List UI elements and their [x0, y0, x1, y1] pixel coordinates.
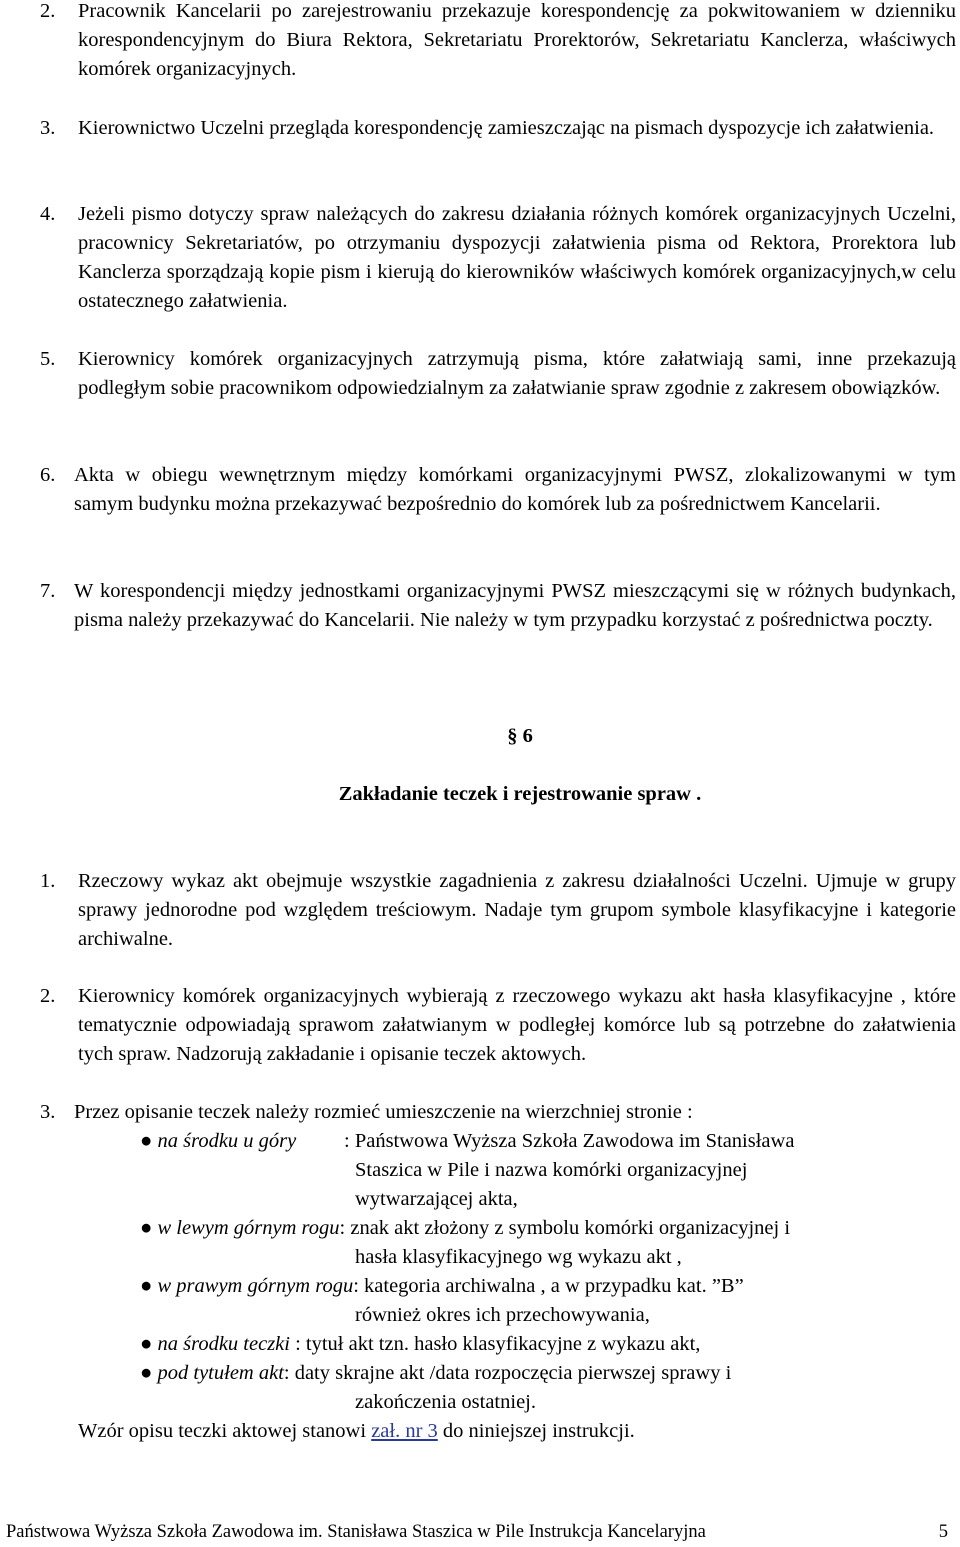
item-text: Jeżeli pismo dotyczy spraw należących do zakresu działania różnych komórek organizacyjnych Uczelni, pracownicy Sekretariatów, po otrzymaniu dyspozycji załatwienia pisma od Rektora, Prorektora lub Kanclerza sporządzają kopie pism i kierują do kierowników właściwych komórek organizacyjnych,w celu ostatecznego załatwienia. [78, 203, 956, 312]
section-symbol: § 6 [507, 725, 533, 747]
page-footer [6, 1518, 948, 1547]
bullet-label: ● na środku u góry [140, 1130, 297, 1152]
item-number: 2. [40, 985, 56, 1007]
section-title: Zakładanie teczek i rejestrowanie spraw . [338, 783, 702, 805]
bullet-text: : znak akt złożony z symbolu komórki organizacyjnej i [339, 1217, 791, 1239]
bullet-continuation: wytwarzającej akta, [355, 1188, 518, 1210]
bullet-item-folder-center [140, 1330, 956, 1359]
list-item-2 [40, 0, 956, 84]
item-text: Kierownictwo Uczelni przegląda korespondencję zamieszczając na pismach dyspozycje ich załatwienia. [78, 117, 935, 139]
list-item-2b [40, 982, 956, 1069]
bullet-item-top-left [140, 1214, 956, 1272]
closing-text: do niniejszej instrukcji. [437, 1420, 635, 1442]
bullet-label: ● w prawym górnym rogu [140, 1275, 354, 1297]
item-number: 1. [40, 870, 56, 892]
bullet-text: : tytuł akt tzn. hasło klasyfikacyjne z wykazu akt, [289, 1333, 701, 1355]
item-number: 7. [40, 580, 56, 602]
bullet-item-top-right [140, 1272, 956, 1330]
item-text: Akta w obiegu wewnętrznym między komórkami organizacyjnymi PWSZ, zlokalizowanymi w tym samym budynku można przekazywać bezpośrednio do komórek lub za pośrednictwem Kancelarii. [74, 464, 956, 515]
bullet-item-top-center [140, 1127, 956, 1214]
bullet-text: : Państwowa Wyższa Szkoła Zawodowa im Stanisława [344, 1130, 795, 1152]
list-item-3b [40, 1098, 956, 1127]
bullet-text: : kategoria archiwalna , a w przypadku kat. ”B” [353, 1275, 744, 1297]
item-number: 5. [40, 348, 56, 370]
list-item-4 [40, 200, 956, 316]
item-number: 4. [40, 203, 56, 225]
list-item-3 [40, 114, 956, 143]
item-text: Rzeczowy wykaz akt obejmuje wszystkie zagadnienia z zakresu działalności Uczelni. Ujmuje w grupy sprawy jednorodne pod względem treściowym. Nadaje tym grupom symbole klasyfikacyjne i kategorie archiwalne. [78, 870, 956, 950]
item-number: 3. [40, 1101, 56, 1123]
bullet-continuation: również okres ich przechowywania, [355, 1304, 650, 1326]
closing-sentence [78, 1417, 635, 1446]
bullet-continuation: zakończenia ostatniej. [355, 1391, 536, 1413]
item-text: Kierownicy komórek organizacyjnych wybierają z rzeczowego wykazu akt hasła klasyfikacyjne , które tematycznie odpowiadają sprawom załatwianym w podległej komórce lub są potrzebne do załatwienia tych spraw. Nadzorują zakładanie i opisanie teczek aktowych. [78, 985, 956, 1065]
footer-text: Państwowa Wyższa Szkoła Zawodowa im. Stanisława Staszica w Pile Instrukcja Kancelaryjna [6, 1522, 706, 1542]
bullet-label: ● pod tytułem akt [140, 1362, 284, 1384]
attachment-link[interactable]: zał. nr 3 [371, 1420, 438, 1442]
list-item-5 [40, 345, 956, 403]
item-text: Kierownicy komórek organizacyjnych zatrzymują pisma, które załatwiają sami, inne przekazują podległym sobie pracownikom odpowiedzialnym za załatwianie spraw zgodnie z zakresem obowiązków. [78, 348, 956, 399]
bullet-label: ● w lewym górnym rogu [140, 1217, 340, 1239]
page-number: 5 [938, 1522, 948, 1542]
list-item-7 [40, 577, 956, 635]
item-number: 2. [40, 0, 56, 22]
bullet-label: ● na środku teczki [140, 1333, 290, 1355]
item-number: 3. [40, 117, 56, 139]
closing-text: Wzór opisu teczki aktowej stanowi [78, 1420, 372, 1442]
item-text: Przez opisanie teczek należy rozmieć umieszczenie na wierzchniej stronie : [74, 1101, 693, 1123]
list-item-6 [40, 461, 956, 519]
bullet-text: : daty skrajne akt /data rozpoczęcia pierwszej sprawy i [283, 1362, 732, 1384]
list-item-1 [40, 867, 956, 954]
bullet-continuation: hasła klasyfikacyjnego wg wykazu akt , [355, 1246, 682, 1268]
item-number: 6. [40, 464, 56, 486]
bullet-item-below-title [140, 1359, 956, 1417]
item-text: Pracownik Kancelarii po zarejestrowaniu przekazuje korespondencję za pokwitowaniem w dzienniku korespondencyjnym do Biura Rektora, Sekretariatu Prorektorów, Sekretariatu Kanclerza, właściwych komórek organizacyjnych. [78, 0, 956, 80]
bullet-continuation: Staszica w Pile i nazwa komórki organizacyjnej [355, 1159, 748, 1181]
item-text: W korespondencji między jednostkami organizacyjnymi PWSZ mieszczącymi się w różnych budynkach, pisma należy przekazywać do Kancelarii. Nie należy w tym przypadku korzystać z pośrednictwa poczty. [74, 580, 956, 631]
